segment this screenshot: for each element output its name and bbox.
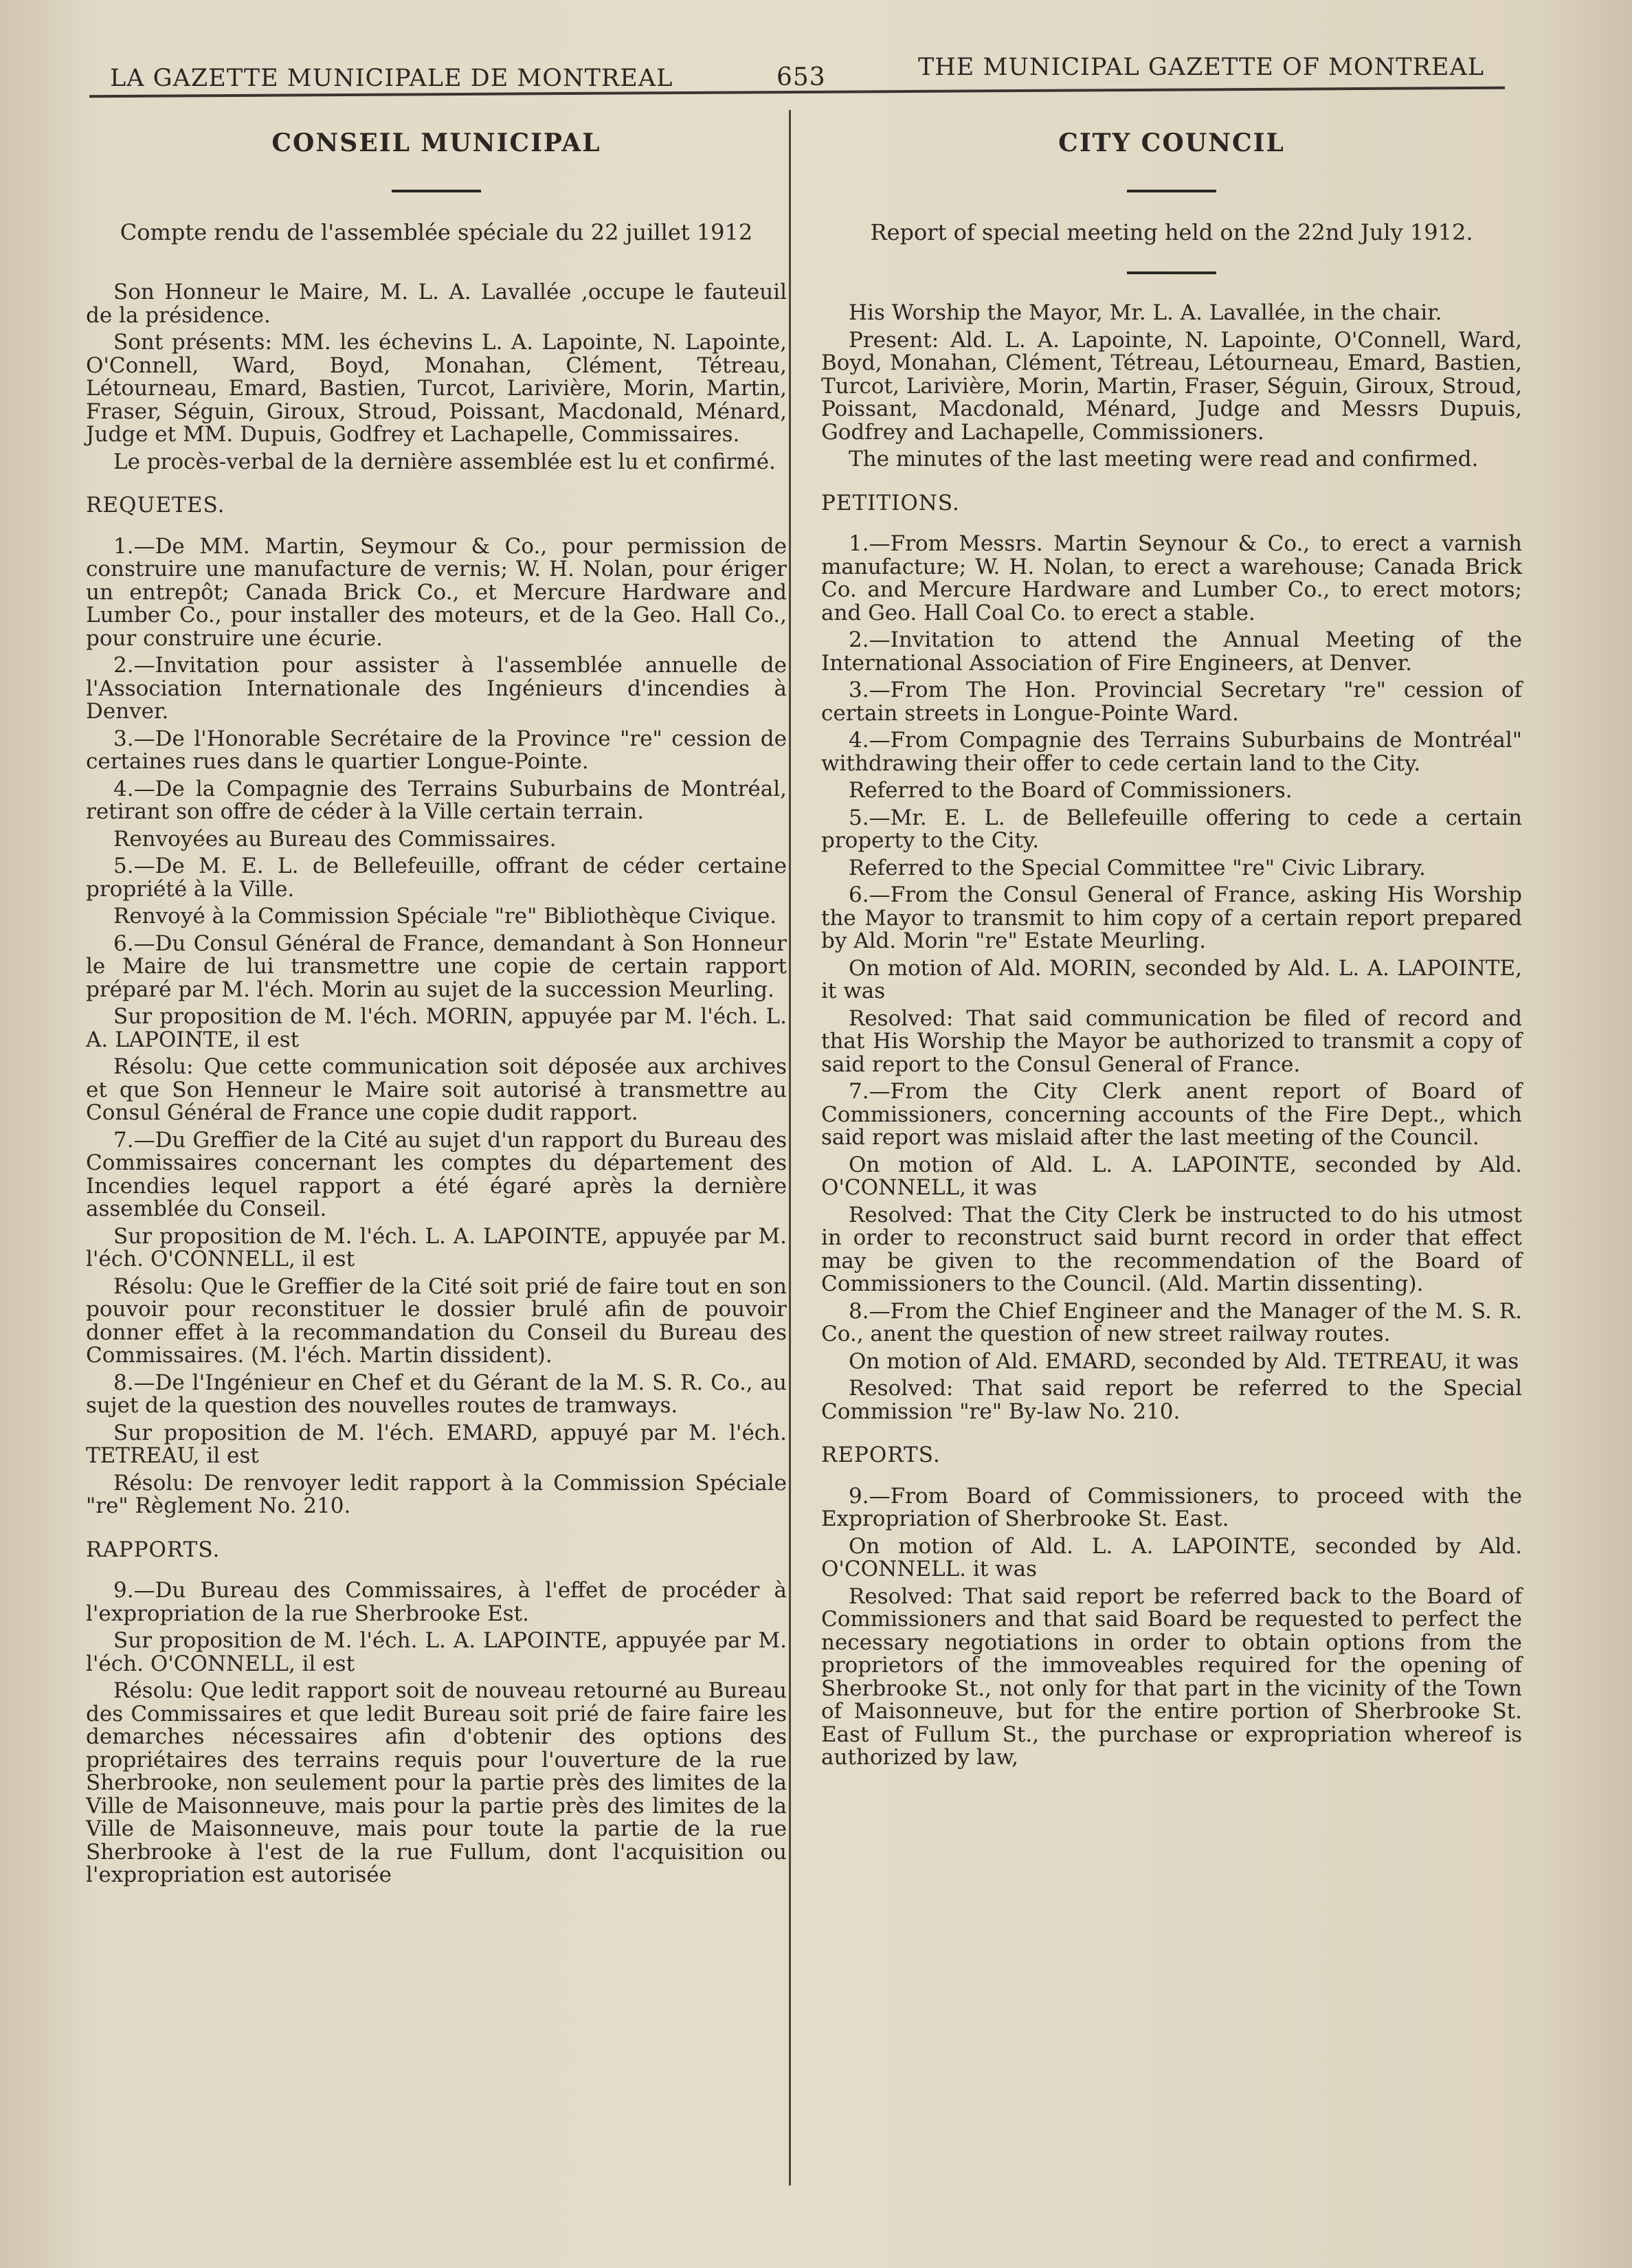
list-item: 9.—From Board of Commissioners, to proceed with the Expropriation of Sherbrooke St. East. <box>821 1483 1522 1531</box>
section-heading-requetes: REQUETES. <box>86 493 225 518</box>
paragraph: Le procès-verbal de la dernière assemblée est lu et confirmé. <box>113 449 776 474</box>
list-item: On motion of Ald. MORIN, seconded by Ald. L. A. LAPOINTE, it was <box>821 955 1522 1003</box>
masthead-english-title: THE MUNICIPAL GAZETTE OF MONTREAL <box>917 54 1484 81</box>
list-item: 7.—Du Greffier de la Cité au sujet d'un rapport du Bureau des Commissaires concernant les comptes du département des Incendies lequel rapport a été égaré après la dernière assemblée du Conseil. <box>86 1127 787 1221</box>
english-column <box>821 110 1522 1774</box>
list-item: Renvoyé à la Commission Spéciale "re" Bibliothèque Civique. <box>113 904 777 929</box>
list-item: Résolu: Que cette communication soit déposée aux archives et que Son Henneur le Maire soit autorisé à transmettre au Consul Général de France une copie dudit rapport. <box>86 1054 787 1125</box>
subtitle-rule <box>1127 271 1216 274</box>
list-item: 4.—From Compagnie des Terrains Suburbains de Montréal" withdrawing their offer to cede certain land to the City. <box>821 728 1522 776</box>
list-item: 3.—From The Hon. Provincial Secretary "re" cession of certain streets in Longue-Pointe Ward. <box>821 678 1522 726</box>
masthead <box>110 45 1484 93</box>
list-item: Resolved: That the City Clerk be instructed to do his utmost in order to reconstruct said burnt record in order that effect may be given to the recommendation of the Board of Commissioners to the Council. (Ald. Martin dissenting). <box>821 1202 1522 1296</box>
list-item: Referred to the Special Committee "re" Civic Library. <box>849 855 1426 880</box>
masthead-french-title: LA GAZETTE MUNICIPALE DE MONTREAL <box>110 65 673 92</box>
list-item: Sur proposition de M. l'éch. L. A. LAPOINTE, appuyée par M. l'éch. O'CONNELL, il est <box>86 1223 787 1271</box>
french-heading: CONSEIL MUNICIPAL <box>271 129 601 157</box>
list-item: Resolved: That said report be referred to the Special Commission "re" By-law No. 210. <box>821 1376 1522 1424</box>
list-item: 2.—Invitation to attend the Annual Meeting of the International Association of Fire Engineers, at Denver. <box>821 627 1522 676</box>
english-heading: CITY COUNCIL <box>1058 129 1285 157</box>
french-column <box>86 110 787 1891</box>
heading-rule <box>1127 190 1216 192</box>
list-item: Sur proposition de M. l'éch. L. A. LAPOINTE, appuyée par M. l'éch. O'CONNELL, il est <box>86 1628 787 1676</box>
paragraph: Son Honneur le Maire, M. L. A. Lavallée ,occupe le fauteuil de la présidence. <box>86 280 787 328</box>
section-heading-reports: REPORTS. <box>821 1443 941 1467</box>
list-item: Resolved: That said report be referred back to the Board of Commissioners and that said Board be requested to perfect the necessary negotiations in order to obtain options from the proprietors of the immoveables required for the opening of Sherbrooke St., not only for that part in the vicinity of the Town of Maisonneuve, but for the entire portion of Sherbrooke St. East of Fullum St., the purchase or expropriation whereof is authorized by law, <box>821 1583 1522 1770</box>
english-subtitle: Report of special meeting held on the 22nd July 1912. <box>870 219 1473 245</box>
list-item: 3.—De l'Honorable Secrétaire de la Province "re" cession de certaines rues dans le quartier Longue-Pointe. <box>86 726 787 774</box>
list-item: Renvoyées au Bureau des Commissaires. <box>113 826 557 852</box>
list-item: On motion of Ald. L. A. LAPOINTE, seconded by Ald. O'CONNELL, it was <box>821 1152 1522 1200</box>
list-item: 2.—Invitation pour assister à l'assemblée annuelle de l'Association Internationale des Ingénieurs d'incendies à Denver. <box>86 653 787 724</box>
list-item: 9.—Du Bureau des Commissaires, à l'effet de procéder à l'expropriation de la rue Sherbrooke Est. <box>86 1578 787 1626</box>
paragraph: Present: Ald. L. A. Lapointe, N. Lapointe, O'Connell, Ward, Boyd, Monahan, Clément, Tétreau, Létourneau, Emard, Bastien, Turcot, Larivière, Morin, Martin, Fraser, Séguin, Giroux, Stroud, Poissant, Macdonald, Ménard, Judge and Messrs Dupuis, Godfrey and Lachapelle, Commissioners. <box>821 327 1522 445</box>
list-item: Sur proposition de M. l'éch. MORIN, appuyée par M. l'éch. L. A. LAPOINTE, il est <box>86 1004 787 1052</box>
paragraph: Sont présents: MM. les échevins L. A. Lapointe, N. Lapointe, O'Connell, Ward, Boyd, Monahan, Clément, Tétreau, Létourneau, Emard, Bastien, Turcot, Larivière, Morin, Martin, Fraser, Séguin, Giroux, Stroud, Poissant, Macdonald, Ménard, Judge et MM. Dupuis, Godfrey et Lachapelle, Commissaires. <box>86 330 787 447</box>
paragraph: The minutes of the last meeting were read and confirmed. <box>849 447 1479 471</box>
list-item: Sur proposition de M. l'éch. EMARD, appuyé par M. l'éch. TETREAU, il est <box>86 1420 787 1468</box>
list-item: 1.—De MM. Martin, Seymour & Co., pour permission de construire une manufacture de vernis; W. H. Nolan, pour ériger un entrepôt; Canada Brick Co., et Mercure Hardware and Lumber Co., pour installer des moteurs, et de la Geo. Hall Co., pour construire une écurie. <box>86 533 787 651</box>
list-item: Résolu: Que le Greffier de la Cité soit prié de faire tout en son pouvoir pour reconstituer le dossier brulé afin de pouvoir donner effet à la recommandation du Conseil du Bureau des Commissaires. (M. l'éch. Martin dissident). <box>86 1274 787 1368</box>
list-item: 5.—Mr. E. L. de Bellefeuille offering to cede a certain property to the City. <box>821 805 1522 853</box>
heading-rule <box>392 190 481 192</box>
list-item: 6.—From the Consul General of France, asking His Worship the Mayor to transmit to him copy of a certain report prepared by Ald. Morin "re" Estate Meurling. <box>821 882 1522 953</box>
section-heading-rapports: RAPPORTS. <box>86 1537 221 1562</box>
list-item: 4.—De la Compagnie des Terrains Suburbains de Montréal, retirant son offre de céder à la Ville certain terrain. <box>86 776 787 824</box>
list-item: Résolu: De renvoyer ledit rapport à la Commission Spéciale "re" Règlement No. 210. <box>86 1470 787 1518</box>
list-item: On motion of Ald. L. A. LAPOINTE, seconded by Ald. O'CONNELL. it was <box>821 1533 1522 1581</box>
list-item: On motion of Ald. EMARD, seconded by Ald. TETREAU, it was <box>849 1348 1519 1374</box>
section-heading-petitions: PETITIONS. <box>821 490 960 515</box>
list-item: 1.—From Messrs. Martin Seynour & Co., to erect a varnish manufacture; W. H. Nolan, to erect a warehouse; Canada Brick Co. and Mercure Hardware and Lumber Co., to erect motors; and Geo. Hall Coal Co. to erect a stable. <box>821 531 1522 625</box>
page-number: 653 <box>776 63 826 91</box>
list-item: 5.—De M. E. L. de Bellefeuille, offrant de céder certaine propriété à la Ville. <box>86 854 787 902</box>
list-item: 8.—De l'Ingénieur en Chef et du Gérant de la M. S. R. Co., au sujet de la question des nouvelles routes de tramways. <box>86 1370 787 1418</box>
french-subtitle: Compte rendu de l'assemblée spéciale du 22 juillet 1912 <box>120 219 753 245</box>
list-item: Resolved: That said communication be filed of record and that His Worship the Mayor be authorized to transmit a copy of said report to the Consul General of France. <box>821 1005 1522 1077</box>
list-item: 6.—Du Consul Général de France, demandant à Son Honneur le Maire de lui transmettre une copie de certain rapport préparé par M. l'éch. Morin au sujet de la succession Meurling. <box>86 931 787 1002</box>
column-divider <box>789 110 791 2186</box>
list-item: 8.—From the Chief Engineer and the Manager of the M. S. R. Co., anent the question of new street railway routes. <box>821 1298 1522 1346</box>
list-item: Referred to the Board of Commissioners. <box>849 778 1293 803</box>
list-item: 7.—From the City Clerk anent report of Board of Commissioners, concerning accounts of the Fire Dept., which said report was mislaid after the last meeting of the Council. <box>821 1079 1522 1150</box>
paragraph: His Worship the Mayor, Mr. L. A. Lavallée, in the chair. <box>849 300 1442 325</box>
list-item: Résolu: Que ledit rapport soit de nouveau retourné au Bureau des Commissaires et que ledit Bureau soit prié de faire faire les demarches nécessaires afin d'obtenir des options des propriétaires des terrains requis pour l'ouverture de la rue Sherbrooke, non seulement pour la partie près des limites de la Ville de Maisonneuve, mais pour la partie près des limites de la Ville de Maisonneuve, mais pour toute la partie de la rue Sherbrooke à l'est de la rue Fullum, dont l'acquisition ou l'expropriation est autorisée <box>86 1678 787 1887</box>
